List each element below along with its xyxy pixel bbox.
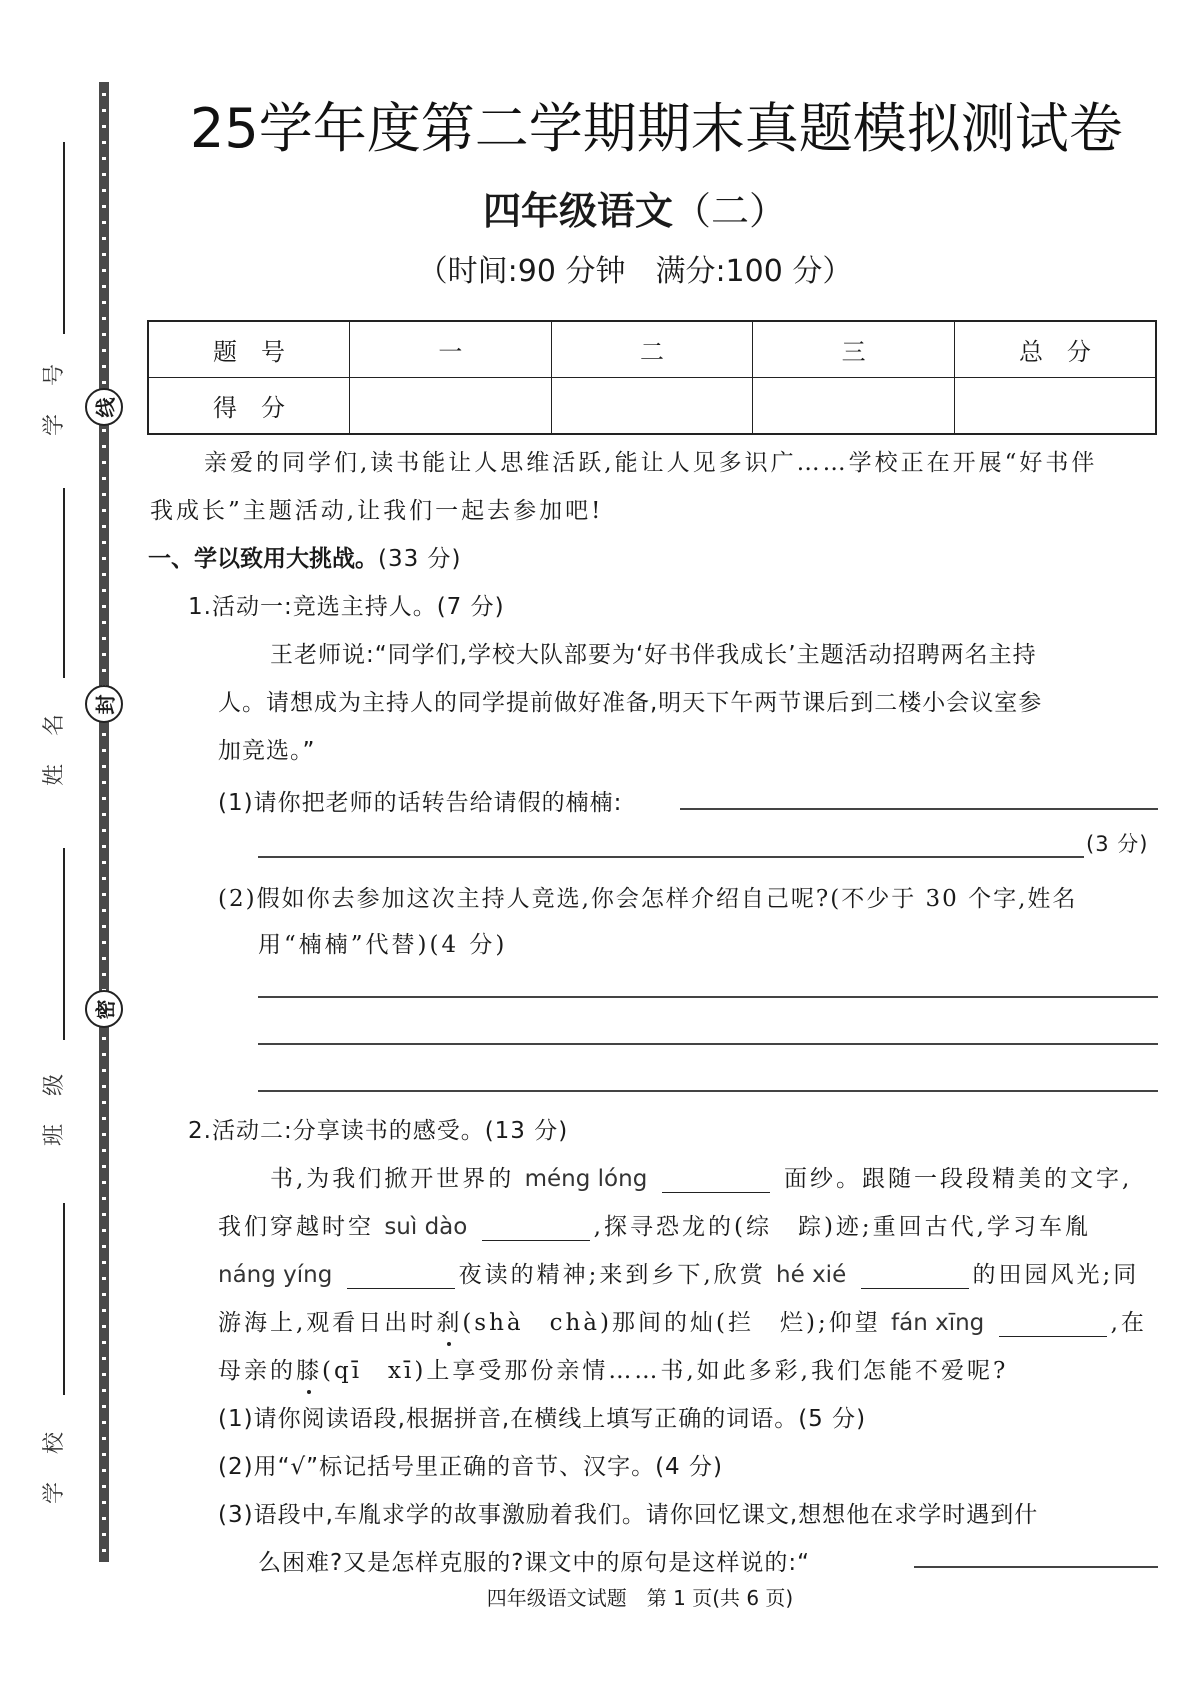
cell-section-3: 三 <box>753 321 955 378</box>
blank-hexie[interactable] <box>861 1264 969 1289</box>
q2-sub2-prompt: (2)用“√”标记括号里正确的音节、汉字。(4 分) <box>218 1454 723 1480</box>
intro-line-2: 我成长”主题活动,让我们一起去参加吧! <box>150 498 604 524</box>
blank-nangying[interactable] <box>347 1264 455 1289</box>
score-input-total[interactable] <box>954 378 1156 435</box>
section-1-heading <box>148 540 462 573</box>
q1-sub2-answer-line-3[interactable] <box>258 1090 1158 1092</box>
q1-sub1-answer-line-2[interactable] <box>258 856 1084 858</box>
choice-text[interactable]: (qī xī)上享受那份亲情……书,如此多彩,我们怎能不爱呢? <box>322 1358 1009 1384</box>
passage-text: 我们穿越时空 <box>218 1214 374 1240</box>
passage-text: 书,为我们掀开世界的 <box>270 1166 515 1192</box>
pinyin-hexie: hé xié <box>776 1262 847 1288</box>
exam-subtitle <box>0 180 1190 235</box>
q2-title: 2.活动二:分享读书的感受。(13 分) <box>188 1118 569 1144</box>
blank-suidao[interactable] <box>482 1216 590 1241</box>
table-row-scores <box>148 378 1156 435</box>
table-row-headers <box>148 321 1156 378</box>
section-1-title: 一、学以致用大挑战。 <box>148 546 378 572</box>
q2-passage-line-5 <box>218 1352 1008 1385</box>
intro-line-1: 亲爱的同学们,读书能让人思维活跃,能让人见多识广……学校正在开展“好书伴 <box>204 450 1098 476</box>
q2-passage-line-3 <box>218 1256 1139 1289</box>
passage-text: 游海上,观看日出时 <box>218 1310 437 1336</box>
cell-section-1: 一 <box>350 321 552 378</box>
subject-grade: 四年级语文 <box>482 188 673 233</box>
passage-text: ,探寻恐龙的(综 踪)迹;重回古代,学习车胤 <box>593 1214 1091 1240</box>
dotted-binding-line <box>99 82 109 1562</box>
blank-fanxing[interactable] <box>999 1312 1107 1337</box>
q1-sub1-prompt: (1)请你把老师的话转告给请假的楠楠: <box>218 790 623 816</box>
paper-number: （二） <box>673 189 788 233</box>
q1-paragraph-line-1: 王老师说:“同学们,学校大队部要为‘好书伴我成长’主题活动招聘两名主持 <box>270 642 1037 668</box>
q1-sub1-score: (3 分) <box>1086 832 1149 856</box>
student-id-label: 号 学 <box>42 364 67 437</box>
score-input-section-3[interactable] <box>753 378 955 435</box>
page-footer: 四年级语文试题 第 1 页(共 6 页) <box>486 1586 794 1610</box>
q1-paragraph-line-2: 人。请想成为主持人的同学提前做好准备,明天下午两节课后到二楼小会议室参 <box>218 690 1043 716</box>
q1-sub2-answer-line-2[interactable] <box>258 1043 1158 1045</box>
q1-sub1-answer-line-1[interactable] <box>680 808 1158 810</box>
student-id-field-line[interactable] <box>63 142 65 334</box>
exam-time-score: （时间:90 分钟 满分:100 分） <box>417 254 853 289</box>
q1-sub2-prompt-line-1: (2)假如你去参加这次主持人竞选,你会怎样介绍自己呢?(不少于 30 个字,姓名 <box>218 886 1078 912</box>
seal-feng-icon <box>85 685 123 723</box>
q2-sub3-prompt-line-2: 么困难?又是怎样克服的?课文中的原句是这样说的:“ <box>258 1550 811 1576</box>
score-table <box>147 320 1157 435</box>
q1-paragraph-line-3: 加竞选。” <box>218 738 316 764</box>
class-label: 级 班 <box>42 1074 67 1147</box>
passage-text: 母亲的 <box>218 1358 296 1384</box>
choice-text[interactable]: (shà chà)那间的灿(拦 烂);仰望 <box>462 1310 881 1336</box>
blank-menglong[interactable] <box>662 1168 770 1193</box>
cell-question-number-label: 题 号 <box>148 321 350 378</box>
cell-section-2: 二 <box>551 321 753 378</box>
q2-sub1-prompt: (1)请你阅读语段,根据拼音,在横线上填写正确的词语。(5 分) <box>218 1406 867 1432</box>
passage-text: 夜读的精神;来到乡下,欣赏 <box>458 1262 766 1288</box>
score-input-section-1[interactable] <box>350 378 552 435</box>
seal-char: 密 <box>93 999 118 1019</box>
q1-sub2-answer-line-1[interactable] <box>258 996 1158 998</box>
passage-text: ,在 <box>1110 1310 1147 1336</box>
seal-char: 线 <box>93 397 118 417</box>
school-field-line[interactable] <box>63 1203 65 1395</box>
q1-sub2-prompt-line-2: 用“楠楠”代替)(4 分) <box>258 932 508 958</box>
passage-text: 的田园风光;同 <box>972 1262 1140 1288</box>
q2-passage-line-2 <box>218 1208 1091 1241</box>
q2-sub3-prompt-line-1: (3)语段中,车胤求学的故事激励着我们。请你回忆课文,想想他在求学时遇到什 <box>218 1502 1039 1528</box>
name-field-line-upper[interactable] <box>63 488 65 678</box>
pinyin-suidao: suì dào <box>384 1214 468 1240</box>
class-field-line[interactable] <box>63 848 65 1040</box>
school-label: 校 学 <box>42 1432 67 1505</box>
pinyin-menglong: méng lóng <box>524 1166 648 1192</box>
q1-title: 1.活动一:竞选主持人。(7 分) <box>188 594 505 620</box>
seal-mi-icon <box>85 990 123 1028</box>
seal-xian-icon <box>85 388 123 426</box>
score-input-section-2[interactable] <box>551 378 753 435</box>
cell-total-label: 总 分 <box>954 321 1156 378</box>
cell-score-label: 得 分 <box>148 378 350 435</box>
passage-text: 面纱。跟随一段段精美的文字, <box>783 1166 1133 1192</box>
emphasis-char-cha: 刹 <box>436 1310 463 1336</box>
exam-title: 25学年度第二学期期末真题模拟测试卷 <box>190 97 1123 160</box>
section-1-score: (33 分) <box>378 546 462 572</box>
q2-passage-line-4 <box>218 1304 1147 1337</box>
pinyin-fanxing: fán xīng <box>891 1310 985 1336</box>
q2-passage-line-1 <box>270 1160 1132 1193</box>
seal-char: 封 <box>93 694 118 714</box>
q2-sub3-answer-line[interactable] <box>914 1566 1158 1568</box>
emphasis-char-xi: 膝 <box>296 1358 322 1384</box>
pinyin-nangying: náng yíng <box>218 1262 333 1288</box>
name-label: 名 姓 <box>42 714 67 787</box>
